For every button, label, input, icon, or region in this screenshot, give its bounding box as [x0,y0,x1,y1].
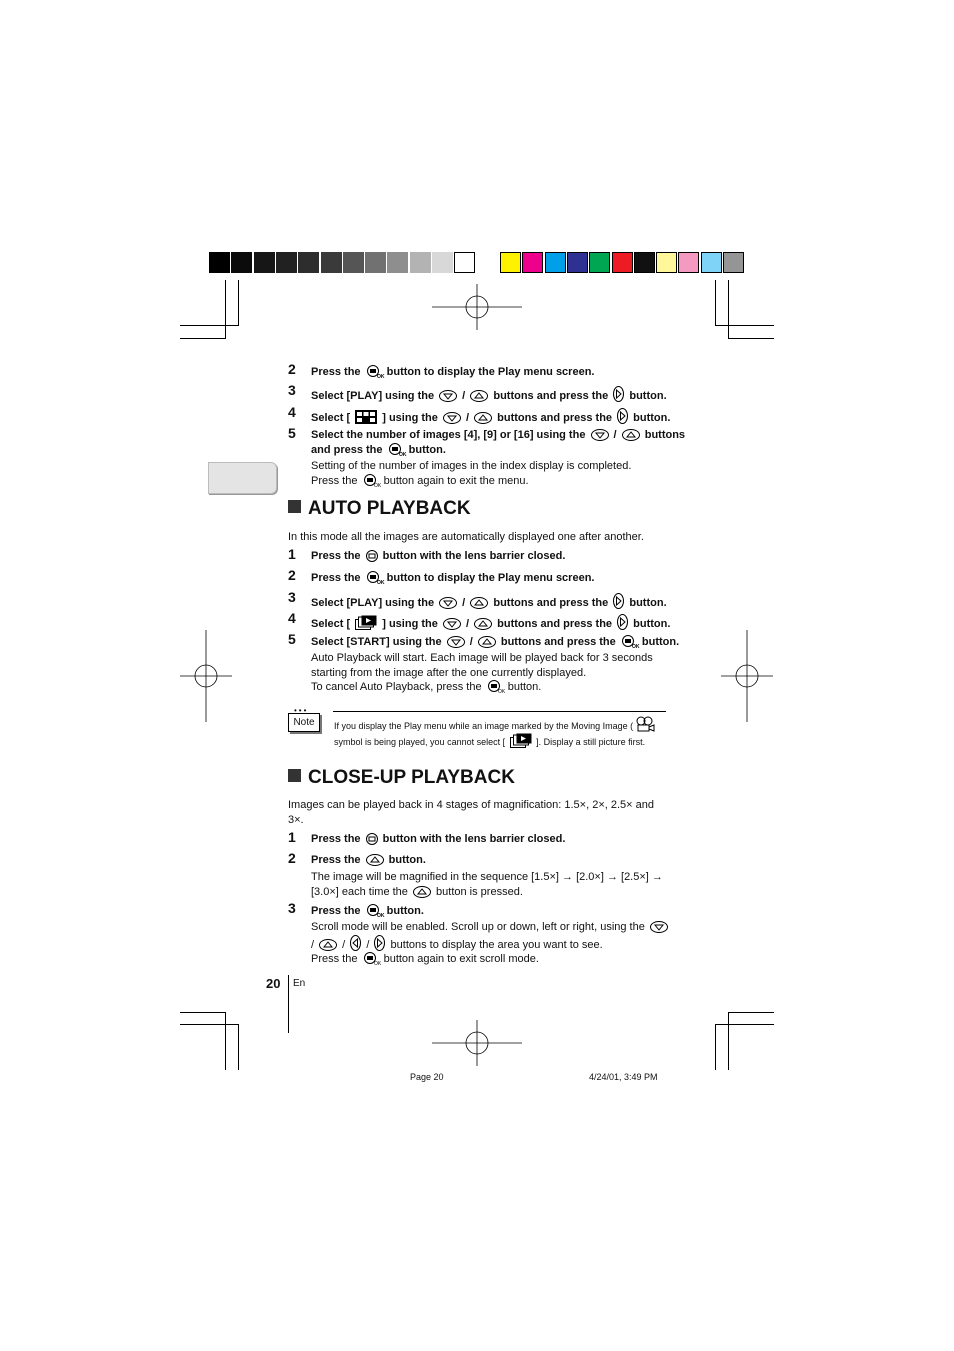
note-text: If you display the Play menu while an image marked by the Moving Image ( symbol is being played, you cannot select [ ]. Display a still picture first. [334,716,657,749]
gray-swatch [209,252,230,273]
step-text: Select [ ] using the / buttons and press the button. [311,408,670,424]
language-label: En [293,978,306,989]
slug-page: Page 20 [410,1072,444,1082]
crop-mark [728,280,729,338]
intro-text: In this mode all the images are automatically displayed one after another. [288,531,644,543]
step-text: Press the OK button. [311,905,424,919]
step-number: 1 [288,546,296,562]
step-number: 3 [288,589,296,605]
crop-mark [715,1024,716,1070]
page-number: 20 [266,976,281,991]
step-text: Press the OK button to display the Play menu screen. [311,366,595,380]
step-number: 2 [288,361,296,377]
page-divider [288,975,289,1033]
registration-mark [180,630,232,722]
step-number: 1 [288,829,296,845]
step-number: 5 [288,425,296,441]
svg-text:OK: OK [376,374,385,380]
crop-mark [225,280,226,338]
gray-swatch [387,252,408,273]
crop-mark [180,1024,239,1025]
step-number: 5 [288,631,296,647]
gray-swatch [454,252,475,273]
intro-text: Images can be played back in 4 stages of magnification: 1.5×, 2×, 2.5× and 3×. [288,799,654,826]
gray-swatch [343,252,364,273]
registration-mark [432,284,522,330]
crop-mark [728,338,774,339]
gray-swatch [410,252,431,273]
body-text: Setting of the number of images in the index display is completed. Press the OK button again to exit the menu. [311,460,632,489]
note-dots: ••• [294,706,309,715]
crop-mark [180,1012,226,1013]
step-number: 4 [288,610,296,626]
crop-mark [238,1024,239,1070]
step-number: 4 [288,404,296,420]
color-swatch [656,252,677,273]
gray-swatch [365,252,386,273]
svg-text:OK: OK [631,644,640,650]
svg-text:OK: OK [376,580,385,586]
note-badge: Note [288,713,320,732]
crop-mark [715,280,716,326]
crop-mark [715,325,774,326]
step-text: Press the button with the lens barrier closed. [311,833,566,845]
crop-mark [238,280,239,326]
registration-mark [432,1020,522,1066]
gray-swatch [231,252,252,273]
svg-text:OK: OK [497,689,505,695]
crop-mark [225,1012,226,1070]
crop-mark [728,1012,729,1070]
crop-mark [180,325,239,326]
section-tab [208,462,277,494]
svg-text:OK: OK [373,961,381,967]
registration-mark [721,630,773,722]
svg-text:OK: OK [373,482,381,489]
gray-swatch [254,252,275,273]
heading-square-icon [288,500,301,513]
step-number: 3 [288,900,296,916]
gray-swatch [298,252,319,273]
step-text: Select the number of images [4], [9] or [16] using the / buttons [311,429,686,441]
crop-mark [728,1012,774,1013]
color-swatch [701,252,722,273]
gray-swatch [432,252,453,273]
color-swatch [567,252,588,273]
color-swatch [612,252,633,273]
slug-timestamp: 4/24/01, 3:49 PM [589,1072,658,1082]
color-swatch [589,252,610,273]
step-text: Press the button with the lens barrier closed. [311,550,566,562]
step-number: 2 [288,850,296,866]
step-text: Press the OK button to display the Play menu screen. [311,572,595,586]
crop-mark [715,1024,774,1025]
step-text: Select [PLAY] using the / buttons and press the button. [311,386,667,402]
step-text: Press the button. [311,854,426,866]
gray-swatch [276,252,297,273]
section-heading-auto: AUTO PLAYBACK [288,498,471,520]
color-swatch [522,252,543,273]
color-swatch [545,252,566,273]
body-text: The image will be magnified in the sequence [1.5×] → [2.0×] → [2.5×] → [3.0×] each time the button is pressed. [311,871,663,898]
step-text: Select [PLAY] using the / buttons and press the button. [311,593,667,609]
body-text: Auto Playback will start. Each image will be played back for 3 seconds starting from the image after the one currently displayed. To cancel Auto Playback, press the OK button. [311,652,653,695]
step-number: 3 [288,382,296,398]
note-rule [333,711,666,712]
body-text: Scroll mode will be enabled. Scroll up or down, left or right, using the / / / buttons to display the area you want to see. Press the OK button again to exit scroll mode. [311,920,670,967]
crop-mark [180,338,226,339]
gray-swatch [321,252,342,273]
heading-square-icon [288,769,301,782]
color-swatch [678,252,699,273]
step-text: Select [START] using the / buttons and press the OK button. [311,636,680,650]
color-swatch [500,252,521,273]
color-swatch [634,252,655,273]
svg-text:OK: OK [376,913,385,919]
svg-text:OK: OK [398,452,407,458]
section-heading-closeup: CLOSE-UP PLAYBACK [288,767,515,789]
step-text: Select [ ] using the / buttons and press the button. [311,614,670,630]
color-swatch [723,252,744,273]
step-number: 2 [288,567,296,583]
